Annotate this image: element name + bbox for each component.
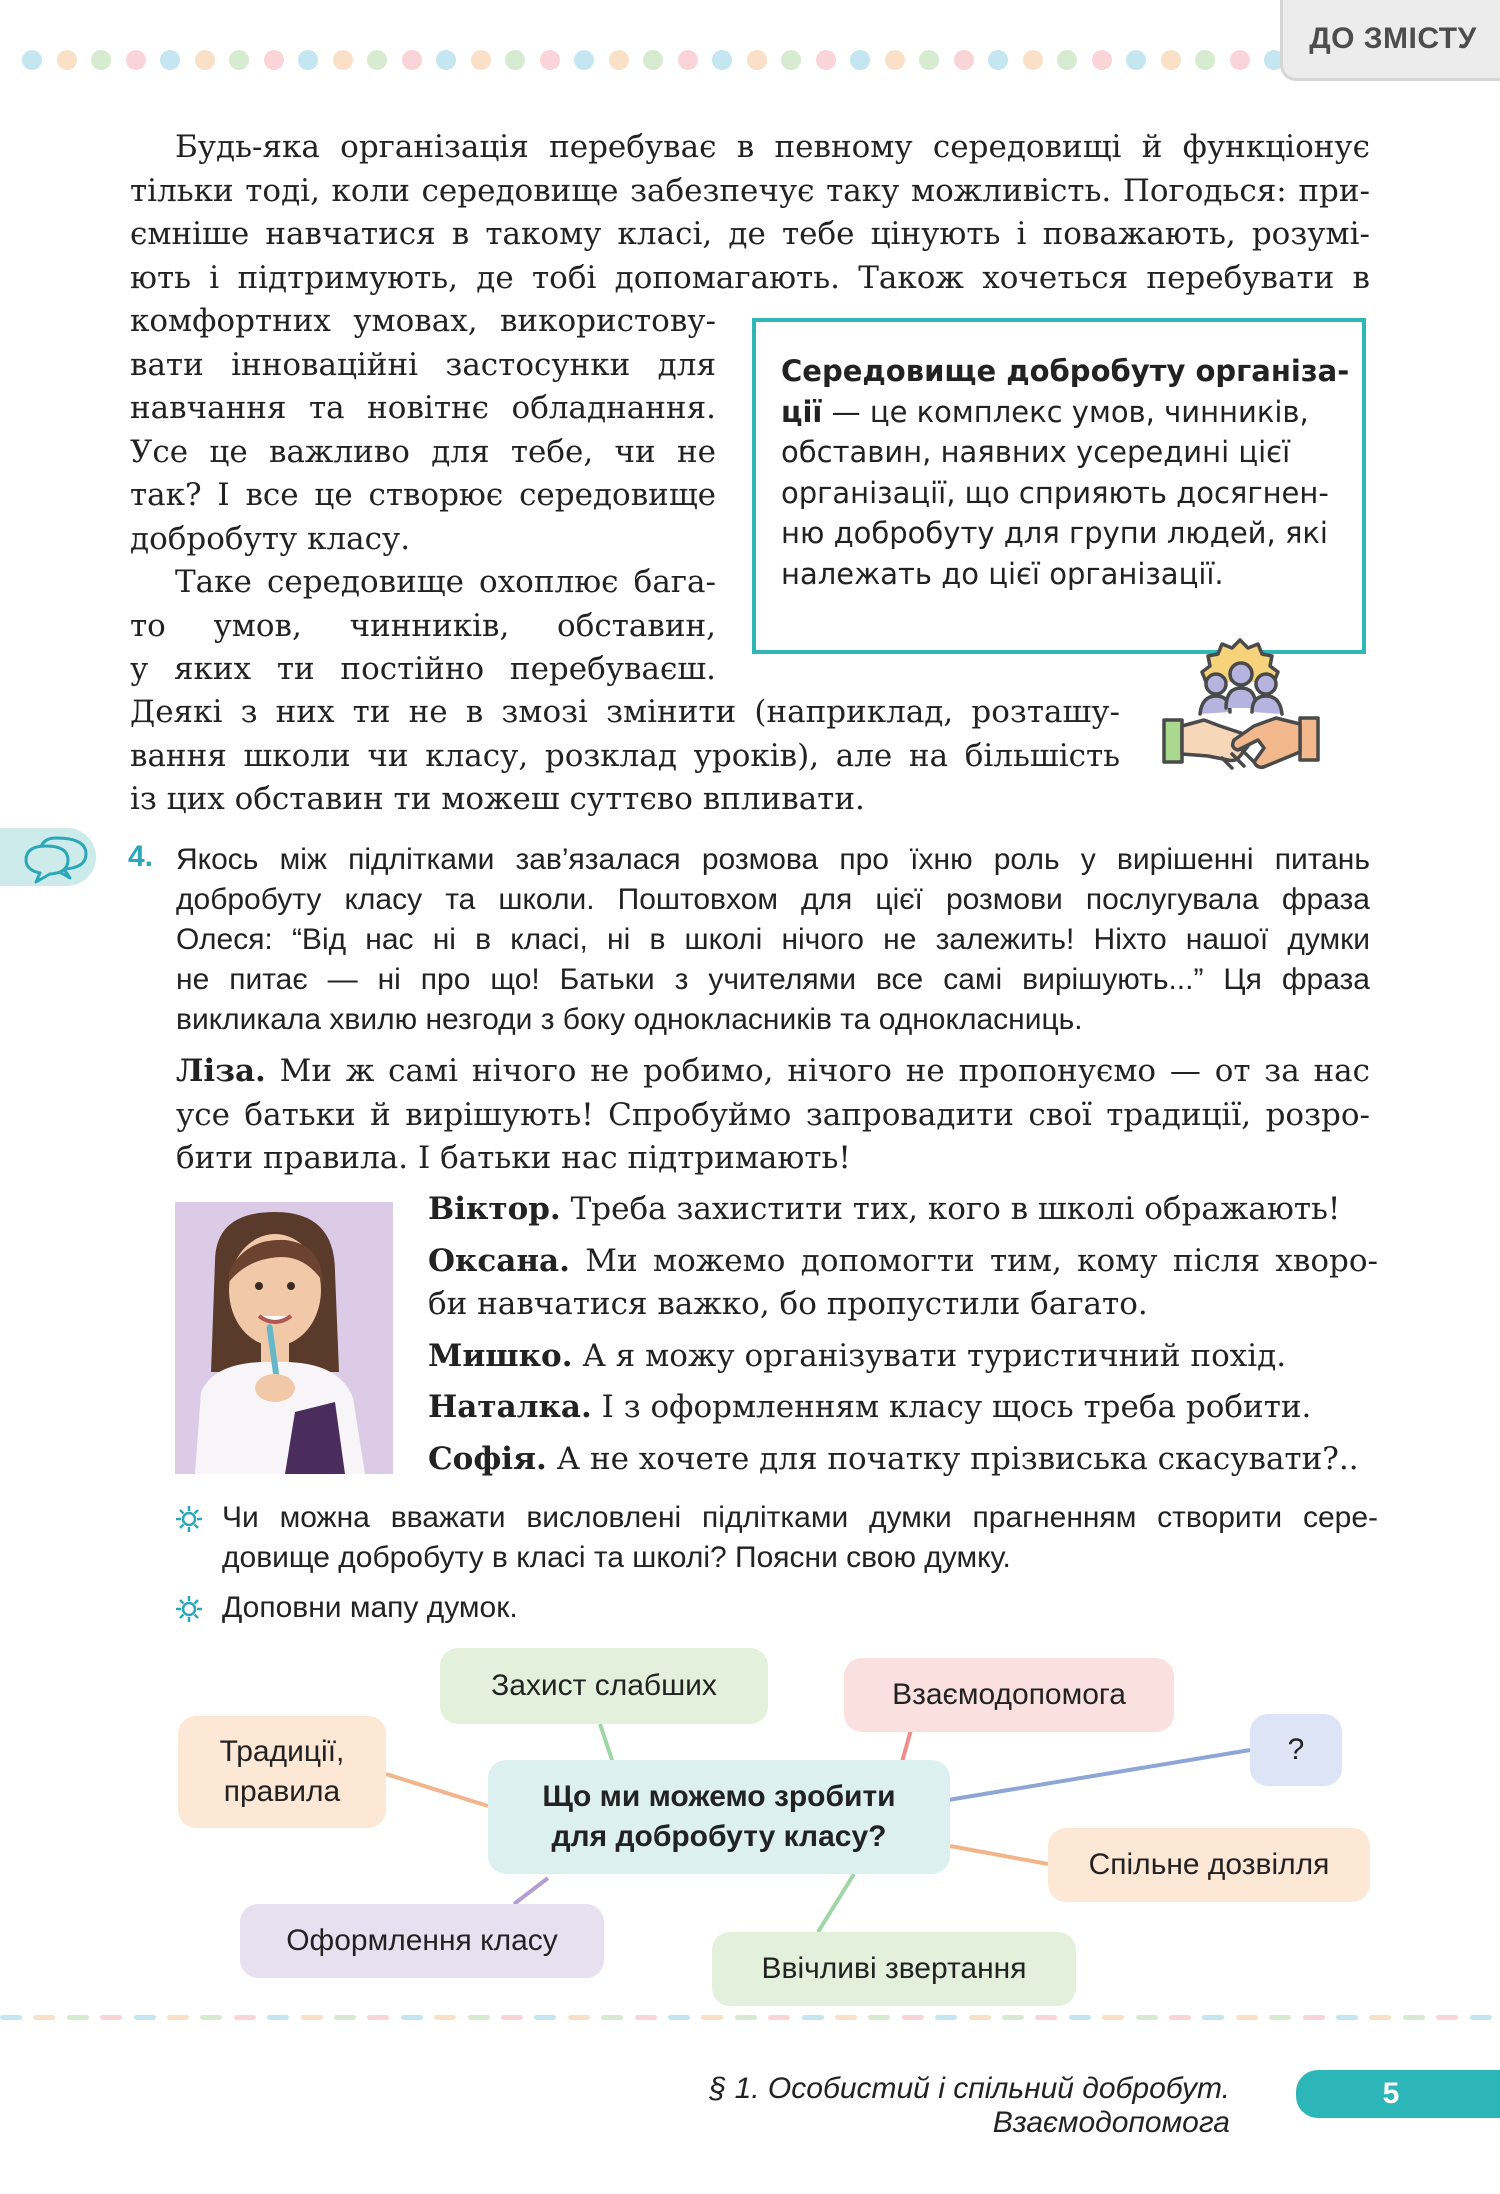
decorative-dash: [534, 2015, 556, 2020]
sun-bullet-icon: [174, 1594, 204, 1624]
text-line: добробуту класу.: [130, 520, 411, 557]
node-label: Захист слабших: [491, 1669, 717, 1702]
dialogue-text: Ми ж самі нічого не робимо, нічого не пропонуємо — от за нас: [265, 1053, 1370, 1089]
text-line: Доповни мапу думок.: [222, 1591, 518, 1624]
text-line: тільки тоді, коли середовище забезпечує таку можливість. Погодься: при-: [130, 172, 1370, 209]
section-title: § 1. Особистий і спільний добробут. Взаємодопомога: [709, 2072, 1230, 2139]
decorative-dot: [747, 50, 767, 70]
decorative-dot: [1126, 50, 1146, 70]
decorative-dash: [1470, 2015, 1492, 2020]
intro-paragraph-2: [130, 561, 716, 692]
decorative-dash: [1369, 2015, 1391, 2020]
connector-line: [514, 1878, 548, 1904]
question-1: [222, 1498, 1378, 1578]
text-line: навчання та новітнє обладнання.: [130, 390, 716, 426]
dialogue-text: Ми можемо допомогти тим, кому після хворо-: [569, 1242, 1378, 1279]
definition-line: — це комплекс умов, чинників,: [822, 394, 1309, 429]
decorative-dot: [988, 50, 1008, 70]
decorative-dot: [574, 50, 594, 70]
decorative-dash: [1303, 2015, 1325, 2020]
text-line: так? І все це створює середовище: [130, 477, 716, 513]
intro-paragraph-2-continued: [130, 691, 1120, 822]
text-line: ють і підтримують, де тобі допомагають. Також хочеться перебувати в: [130, 259, 1370, 296]
dialogue-line-mishko: [428, 1335, 1378, 1379]
decorative-dot: [1230, 50, 1250, 70]
connector-line: [948, 1750, 1250, 1800]
dialogue-text: би навчатися важко, бо пропустили багато.: [428, 1286, 1148, 1322]
mind-map: [0, 1640, 1500, 2000]
node-label: Оформлення класу: [286, 1924, 558, 1957]
decorative-dot: [643, 50, 663, 70]
decorative-dash: [501, 2015, 523, 2020]
decorative-dot: [333, 50, 353, 70]
decorative-dash: [301, 2015, 323, 2020]
text-line: Будь-яка організація перебуває в певному середовищі й функціонує: [175, 129, 1370, 165]
toc-link-button[interactable]: ДО ЗМІСТУ: [1280, 0, 1500, 81]
mind-map-node-polite-speech: [712, 1932, 1076, 2006]
decorative-dot: [471, 50, 491, 70]
node-label: Спільне дозвілля: [1088, 1848, 1330, 1881]
decorative-dash: [100, 2015, 122, 2020]
decorative-dash: [200, 2015, 222, 2020]
decorative-dash: [434, 2015, 456, 2020]
connector-line: [818, 1874, 854, 1932]
text-line: Деякі з них ти не в змозі змінити (наприклад, розташу-: [130, 694, 1120, 730]
girl-thinking-photo: [175, 1202, 393, 1474]
speaker-name: Оксана.: [428, 1242, 570, 1279]
decorative-dot: [1092, 50, 1112, 70]
decorative-dot: [402, 50, 422, 70]
decorative-dash: [401, 2015, 423, 2020]
decorative-dot: [540, 50, 560, 70]
decorative-dash: [1236, 2015, 1258, 2020]
question-2: [222, 1588, 518, 1628]
dialogue-text: Треба захистити тих, кого в школі ображають!: [560, 1191, 1341, 1227]
text-line: Таке середовище охоплює бага-: [175, 564, 716, 600]
definition-term-end: ції: [781, 394, 823, 429]
dialogue-line-viktor: [428, 1188, 1378, 1232]
text-line: викликала хвилю незгоди з боку однокласників та однокласниць.: [176, 1003, 1083, 1036]
task-text: [176, 840, 1370, 1040]
node-label: Традиції,: [219, 1735, 345, 1768]
text-line: не питає — ні про що! Батьки з учителями все самі вирішують...” Ця фраза: [176, 963, 1370, 996]
definition-line: організації, що сприяють досягнен-: [781, 475, 1329, 510]
decorative-dash: [1336, 2015, 1358, 2020]
text-line: із цих обставин ти можеш суттєво впливати.: [130, 781, 865, 817]
speaker-name: Софія.: [428, 1440, 547, 1477]
decorative-dash: [868, 2015, 890, 2020]
mind-map-node-protection: [440, 1648, 768, 1724]
decorative-dot: [298, 50, 318, 70]
text-line: то умов, чинників, обставин,: [130, 607, 716, 644]
mind-map-center-node: [488, 1760, 950, 1874]
dialogue-liza: [176, 1050, 1370, 1181]
chat-bubbles-icon: [0, 828, 96, 886]
dialogue-others: [428, 1188, 1378, 1481]
decorative-dash: [601, 2015, 623, 2020]
decorative-dash: [1269, 2015, 1291, 2020]
text-line: комфортних умовах, використову-: [130, 303, 716, 339]
decorative-dash: [267, 2015, 289, 2020]
dialogue-text: І з оформленням класу щось треба робити.: [591, 1389, 1312, 1425]
dialogue-line-sofia: [428, 1438, 1378, 1482]
speaker-name: Ліза.: [176, 1053, 266, 1089]
decorative-dash: [367, 2015, 389, 2020]
decorative-dash: [234, 2015, 256, 2020]
decorative-dot: [1195, 50, 1215, 70]
speaker-name: Мишко.: [428, 1337, 573, 1374]
mind-map-node-leisure: [1048, 1828, 1370, 1902]
decorative-dot: [91, 50, 111, 70]
text-line: Чи можна вважати висловлені підлітками думки прагненням створити сере-: [222, 1501, 1378, 1534]
intro-paragraph-1-continued: [130, 300, 716, 561]
mind-map-node-mutual-aid: [844, 1658, 1174, 1732]
dialogue-text: усе батьки й вирішують! Спробуймо запровадити свої традиції, розро-: [176, 1096, 1370, 1133]
decorative-dash: [835, 2015, 857, 2020]
decorative-dot: [436, 50, 456, 70]
decorative-dash: [935, 2015, 957, 2020]
text-line: вання школи чи класу, розклад уроків), але на більшість: [130, 737, 1120, 774]
decorative-dash: [1169, 2015, 1191, 2020]
dialogue-text: А я можу організувати туристичний похід.: [572, 1337, 1287, 1374]
decorative-dot: [22, 50, 42, 70]
decorative-dash: [969, 2015, 991, 2020]
decorative-dot: [1057, 50, 1077, 70]
decorative-dash: [1035, 2015, 1057, 2020]
decorative-dot: [850, 50, 870, 70]
decorative-dash: [334, 2015, 356, 2020]
decorative-dot: [264, 50, 284, 70]
mind-map-node-traditions: [178, 1716, 386, 1828]
decorative-dash: [902, 2015, 924, 2020]
text-line: Усе це важливо для тебе, чи не: [130, 433, 716, 470]
decorative-dot: [160, 50, 180, 70]
decorative-dash: [635, 2015, 657, 2020]
decorative-dash: [568, 2015, 590, 2020]
mind-map-node-unknown: [1250, 1714, 1342, 1786]
decorative-dash: [167, 2015, 189, 2020]
center-label: для добробуту класу?: [551, 1820, 887, 1853]
decorative-dot: [712, 50, 732, 70]
node-label: Взаємодопомога: [892, 1678, 1126, 1711]
decorative-dot: [229, 50, 249, 70]
discussion-marker: [0, 828, 96, 886]
task-number: 4.: [128, 840, 154, 873]
speaker-name: Віктор.: [428, 1191, 561, 1227]
decorative-dash: [1202, 2015, 1224, 2020]
decorative-dot: [505, 50, 525, 70]
node-label: Ввічливі звертання: [761, 1952, 1027, 1985]
definition-line: належать до цієї організації.: [781, 556, 1224, 591]
decorative-dash: [735, 2015, 757, 2020]
decorative-dot: [367, 50, 387, 70]
mind-map-node-decoration: [240, 1904, 604, 1978]
decorative-dash: [134, 2015, 156, 2020]
decorative-dash: [1403, 2015, 1425, 2020]
decorative-dot: [126, 50, 146, 70]
decorative-dash: [67, 2015, 89, 2020]
decorative-dot: [57, 50, 77, 70]
decorative-dash: [1136, 2015, 1158, 2020]
text-line: добробуту класу та школи. Поштовхом для цієї розмови послугувала фраза: [176, 883, 1370, 916]
text-line: довище добробуту в класі та школі? Поясни свою думку.: [222, 1541, 1011, 1574]
decorative-dash: [802, 2015, 824, 2020]
definition-term: Середовище добробуту організа-: [781, 354, 1350, 388]
definition-line: ню добробуту для групи людей, які: [781, 516, 1328, 550]
definition-text: [781, 351, 1349, 594]
decorative-dash: [468, 2015, 490, 2020]
decorative-dot: [195, 50, 215, 70]
decorative-dash: [701, 2015, 723, 2020]
text-line: вати інноваційні застосунки для: [130, 346, 716, 383]
definition-line: обставин, наявних усередині цієї: [781, 435, 1291, 469]
decorative-dash: [33, 2015, 55, 2020]
dialogue-text: А не хочете для початку прізвиська скасувати?..: [546, 1440, 1359, 1477]
handshake-teamwork-icon: [1158, 622, 1324, 788]
decorative-dot: [1023, 50, 1043, 70]
decorative-dash: [0, 2015, 22, 2020]
text-line: ємніше навчатися в такому класі, де тебе цінують і поважають, розумі-: [130, 216, 1370, 252]
center-label: Що ми можемо зробити: [542, 1780, 896, 1813]
node-label: правила: [223, 1775, 341, 1808]
text-line: у яких ти постійно перебуваєш.: [130, 651, 716, 687]
decorative-dash: [1436, 2015, 1458, 2020]
decorative-dash: [1002, 2015, 1024, 2020]
connector-line: [386, 1774, 488, 1806]
connector-line: [950, 1846, 1048, 1864]
decorative-dash: [1069, 2015, 1091, 2020]
text-line: Олеся: “Від нас ні в класі, ні в школі нічого не залежить! Ніхто нашої думки: [176, 923, 1370, 956]
decorative-dash: [668, 2015, 690, 2020]
dialogue-text: бити правила. І батьки нас підтримають!: [176, 1140, 851, 1176]
decorative-dash: [768, 2015, 790, 2020]
decorative-dot: [678, 50, 698, 70]
decorative-dot: [885, 50, 905, 70]
decorative-dot: [816, 50, 836, 70]
decorative-dot: [919, 50, 939, 70]
intro-paragraph-1: [130, 126, 1370, 300]
dialogue-line-oksana: [428, 1240, 1378, 1284]
dialogue-line-natalka: [428, 1386, 1378, 1430]
decorative-dot: [954, 50, 974, 70]
sun-bullet-icon: [174, 1504, 204, 1534]
speaker-name: Наталка.: [428, 1389, 592, 1425]
text-line: Якось між підлітками зав’язалася розмова про їхню роль у вирішенні питань: [176, 843, 1370, 876]
decorative-dot: [609, 50, 629, 70]
page-number: 5: [1296, 2070, 1500, 2118]
decorative-dash: [1102, 2015, 1124, 2020]
decorative-dot: [1161, 50, 1181, 70]
node-label: ?: [1287, 1733, 1305, 1766]
decorative-dot: [781, 50, 801, 70]
